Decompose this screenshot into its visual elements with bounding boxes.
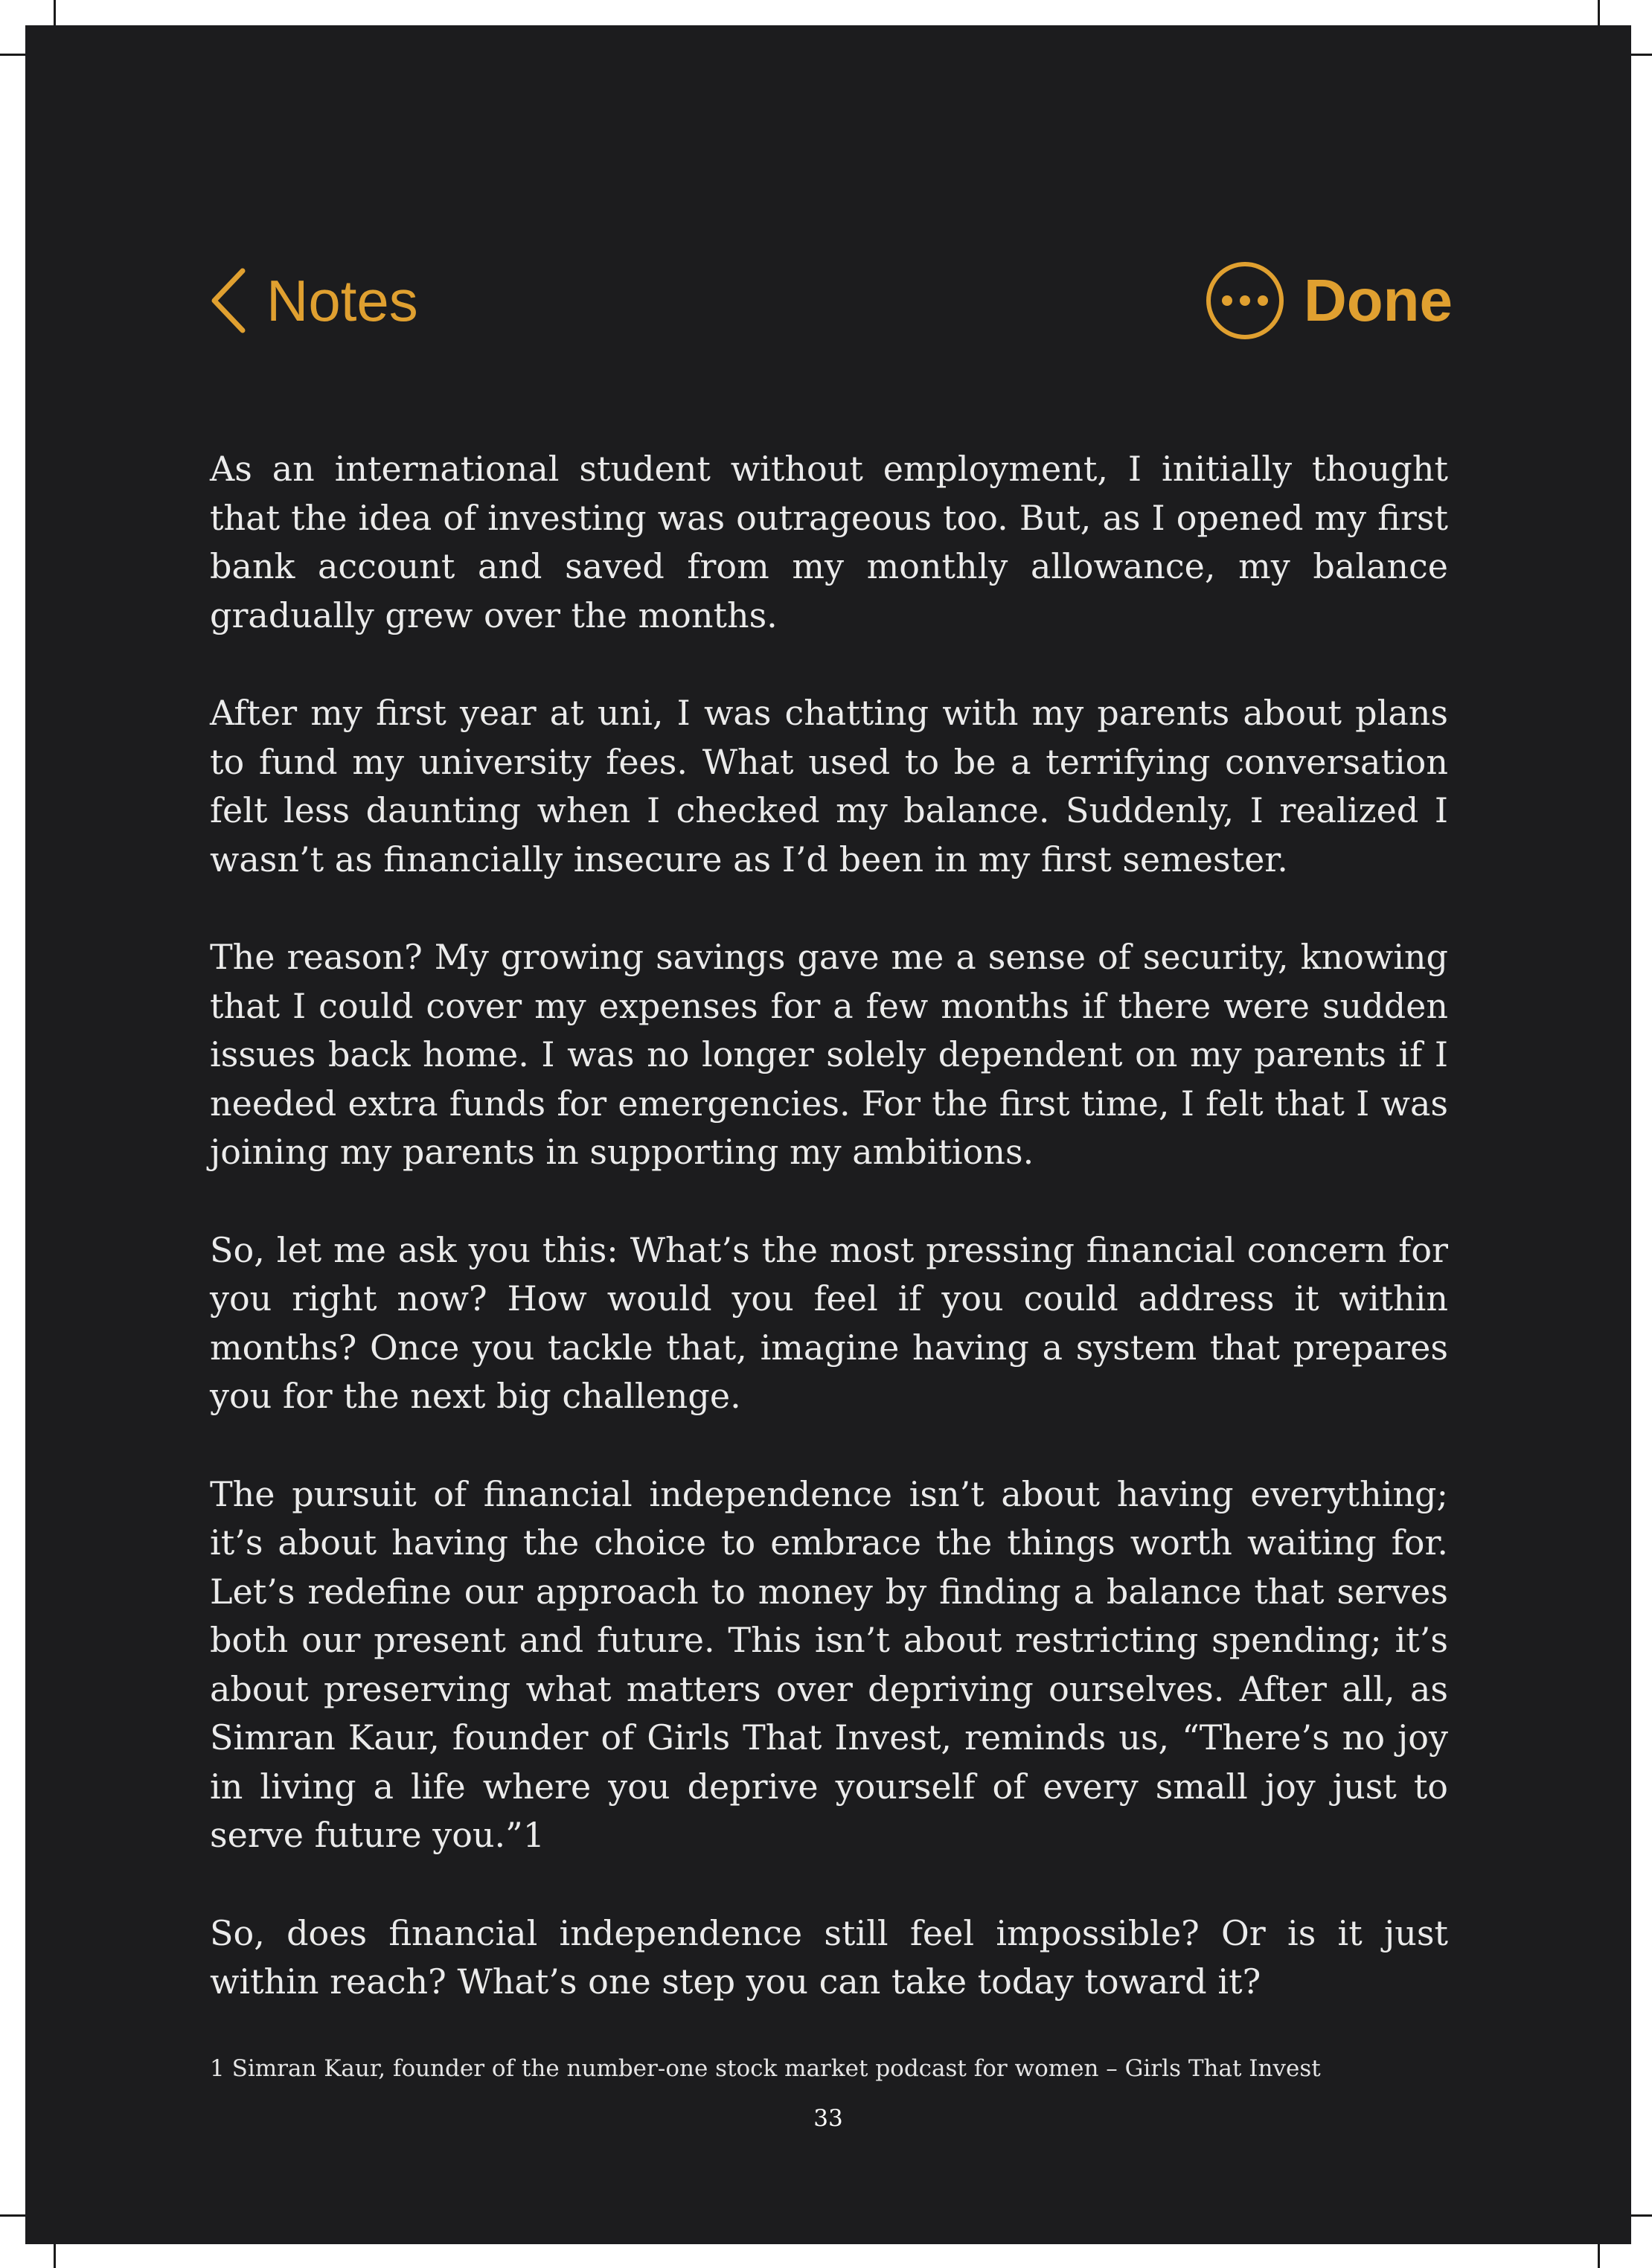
crop-mark xyxy=(1598,0,1600,25)
paragraph: After my first year at uni, I was chatting with my parents about plans to fund my university fees. What used to be a terrifying conversation felt less daunting when I checked my balance. Suddenly, I realized I wasn’t as financially insecure as I’d been in my first semester. xyxy=(210,693,1448,880)
crop-mark xyxy=(54,0,56,25)
back-label: Notes xyxy=(266,268,418,333)
nav-actions xyxy=(1204,241,1453,360)
book-page xyxy=(25,25,1631,2244)
paragraph: As an international student without employment, I initially thought that the idea of investing was outrageous too. But, as I opened my first bank account and saved from my monthly allowance, my balance gradually grew over the months. xyxy=(210,449,1448,635)
paragraph: The pursuit of financial independence isn’t about having everything; it’s about having the choice to embrace the things worth waiting for. Let’s redefine our approach to money by finding a balance that serves both our present and future. This isn’t about restricting spending; it’s about preserving what matters over depriving ourselves. After all, as Simran Kaur, founder of Girls That Invest, reminds us, “There’s no joy in living a life where you deprive yourself of every small joy just to serve future you.”1 xyxy=(210,1473,1448,1855)
crop-mark xyxy=(0,54,25,56)
footnote: 1 Simran Kaur, founder of the number-one stock market podcast for women – Girls That Invest xyxy=(210,2055,1321,2082)
note-body xyxy=(210,445,1448,2056)
paragraph: So, does financial independence still feel impossible? Or is it just within reach? What’s one step you can take today toward it? xyxy=(210,1912,1448,2002)
paragraph: The reason? My growing savings gave me a sense of security, knowing that I could cover my expenses for a few months if there were sudden issues back home. I was no longer solely dependent on my parents if I needed extra funds for emergencies. For the first time, I felt that I was joining my parents in supporting my ambitions. xyxy=(210,937,1448,1172)
crop-mark xyxy=(54,2243,56,2268)
chevron-left-icon xyxy=(210,268,247,333)
crop-mark xyxy=(1598,2243,1600,2268)
back-button[interactable] xyxy=(210,241,418,360)
done-button[interactable]: Done xyxy=(1304,267,1453,333)
paragraph: So, let me ask you this: What’s the most pressing financial concern for you right now? How would you feel if you could address it within months? Once you tackle that, imagine having a system that prepares you for the next big challenge. xyxy=(210,1229,1448,1416)
ellipsis-circle-icon[interactable] xyxy=(1204,260,1286,342)
crop-mark xyxy=(0,2214,25,2217)
page-number: 33 xyxy=(813,2105,843,2132)
